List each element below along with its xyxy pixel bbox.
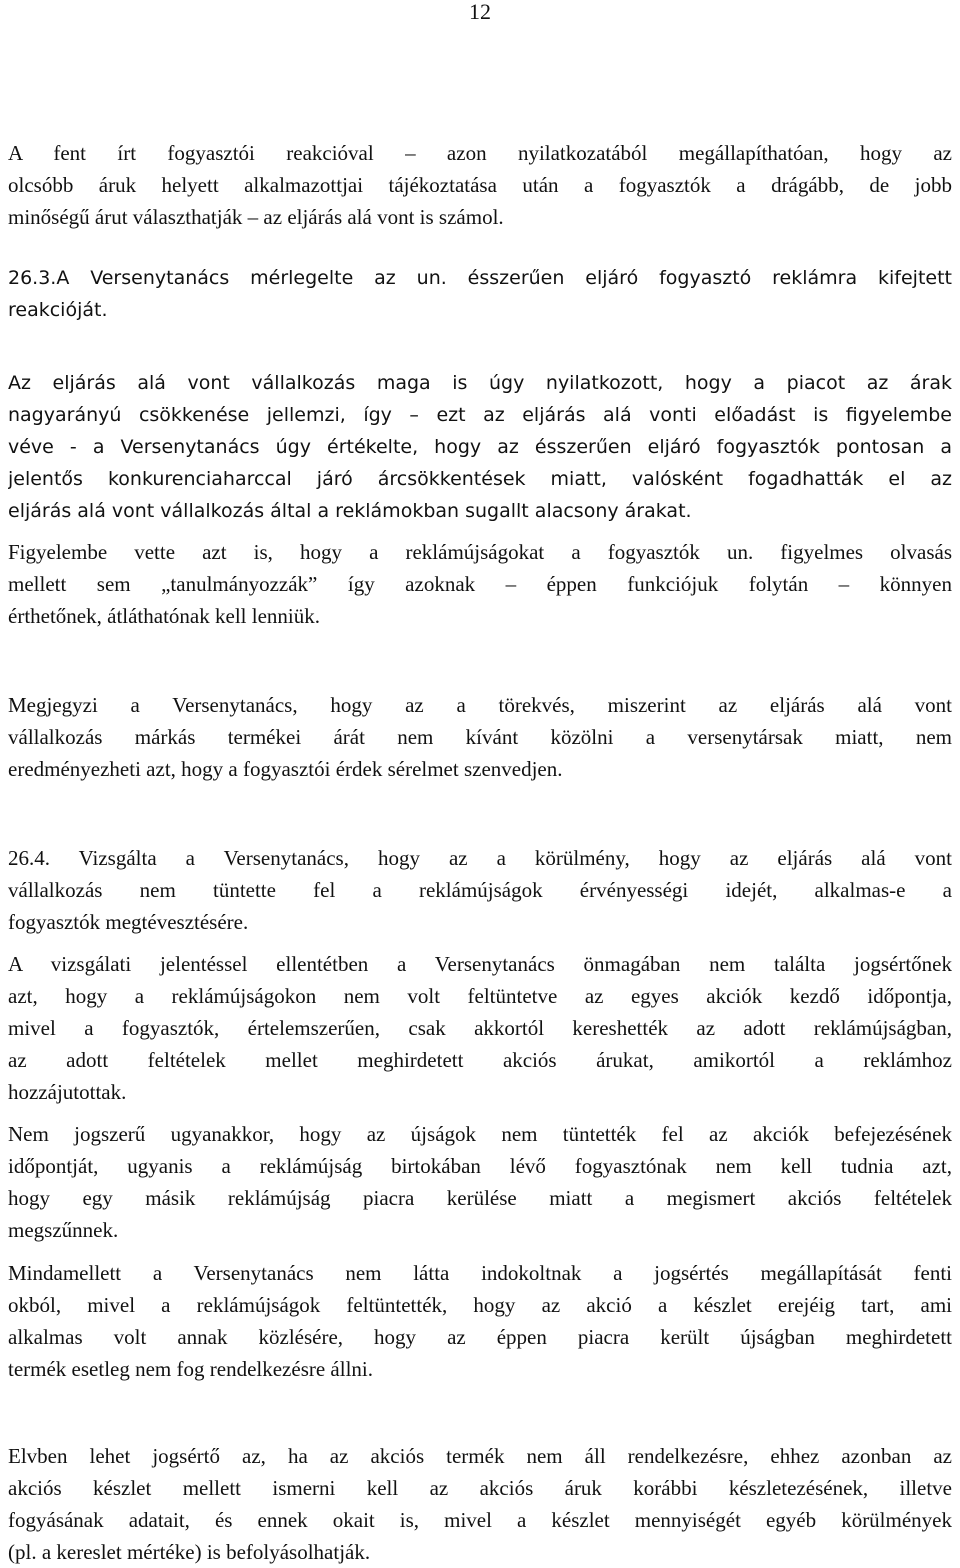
paragraph-8: [8, 1118, 952, 1246]
text-line: A vizsgálati jelentéssel ellentétben a Versenytanács önmagában nem találta jogsértőnek: [8, 952, 952, 976]
text-line: Figyelembe vette azt is, hogy a reklámújságokat a fogyasztók un. figyelmes olvasás: [8, 540, 952, 564]
paragraph-5: [8, 689, 952, 785]
paragraph-4: [8, 536, 952, 632]
text-line: hozzájutottak.: [8, 1080, 127, 1104]
text-line: reakcióját.: [8, 299, 108, 321]
text-line: termék esetleg nem fog rendelkezésre állni.: [8, 1357, 373, 1381]
text-line: olcsóbb áruk helyett alkalmazottjai tájékoztatása után a fogyasztók a drágább, de jobb: [8, 173, 952, 197]
text-line: Nem jogszerű ugyanakkor, hogy az újságok nem tüntették fel az akciók befejezésének: [8, 1122, 952, 1146]
text-line: időpontját, ugyanis a reklámújság birtokában lévő fogyasztónak nem kell tudnia azt,: [8, 1154, 952, 1178]
page-number: 12: [469, 0, 491, 24]
text-line: fogyasztók megtévesztésére.: [8, 910, 249, 934]
text-line: azt, hogy a reklámújságokon nem volt feltüntetve az egyes akciók kezdő időpontja,: [8, 984, 952, 1008]
paragraph-10: [8, 1440, 952, 1568]
text-line: érthetőnek, átláthatónak kell lenniük.: [8, 604, 320, 628]
text-line: 26.4. Vizsgálta a Versenytanács, hogy az a körülmény, hogy az eljárás alá vont: [8, 846, 952, 870]
text-line: eredményezheti azt, hogy a fogyasztói érdek sérelmet szenvedjen.: [8, 757, 563, 781]
text-line: véve - a Versenytanács úgy értékelte, hogy az ésszerűen eljáró fogyasztók pontosan a: [8, 436, 952, 458]
text-line: A fent írt fogyasztói reakcióval – azon nyilatkozatából megállapíthatóan, hogy az: [8, 141, 952, 165]
text-line: nagyarányú csökkenése jellemzi, így – ezt az eljárás alá vonti előadást is figyelembe: [8, 404, 952, 426]
paragraph-7: [8, 948, 952, 1108]
text-line: mellett sem „tanulmányozzák” így azoknak – éppen funkciójuk folytán – könnyen: [8, 572, 952, 596]
text-line: jelentős konkurenciaharccal járó árcsökkentések miatt, valósként fogadhatták el az: [8, 468, 952, 490]
text-line: Elvben lehet jogsértő az, ha az akciós termék nem áll rendelkezésre, ehhez azonban az: [8, 1444, 952, 1468]
text-line: 26.3.A Versenytanács mérlegelte az un. ésszerűen eljáró fogyasztó reklámra kifejtett: [8, 267, 952, 289]
paragraph-6-section-26-4: [8, 842, 952, 938]
text-line: vállalkozás nem tüntette fel a reklámújságok érvényességi idejét, alkalmas-e a: [8, 878, 952, 902]
paragraph-1: [8, 137, 952, 233]
text-line: akciós készlet mellett ismerni kell az akciós áruk korábbi készletezésének, illetve: [8, 1476, 952, 1500]
text-line: minőségű árut választhatják – az eljárás alá vont is számol.: [8, 205, 504, 229]
paragraph-3: [8, 367, 952, 527]
text-line: hogy egy másik reklámújság piacra kerülése miatt a megismert akciós feltételek: [8, 1186, 952, 1210]
text-line: eljárás alá vont vállalkozás által a reklámokban sugallt alacsony árakat.: [8, 500, 692, 522]
text-line: okból, mivel a reklámújságok feltüntették, hogy az akció a készlet erejéig tart, ami: [8, 1293, 952, 1317]
text-line: az adott feltételek mellet meghirdetett akciós árukat, amikortól a reklámhoz: [8, 1048, 952, 1072]
text-line: fogyásának adatait, és ennek okait is, mivel a készlet mennyiségét egyéb körülmények: [8, 1508, 952, 1532]
text-line: (pl. a kereslet mértéke) is befolyásolhatják.: [8, 1540, 371, 1564]
text-line: Mindamellett a Versenytanács nem látta indokoltnak a jogsértés megállapítását fenti: [8, 1261, 952, 1285]
paragraph-9: [8, 1257, 952, 1385]
text-line: mivel a fogyasztók, értelemszerűen, csak akkortól kereshették az adott reklámújságban,: [8, 1016, 952, 1040]
paragraph-2-section-26-3: [8, 262, 952, 326]
text-line: Az eljárás alá vont vállalkozás maga is úgy nyilatkozott, hogy a piacot az árak: [8, 372, 952, 394]
text-line: Megjegyzi a Versenytanács, hogy az a törekvés, miszerint az eljárás alá vont: [8, 693, 952, 717]
text-line: vállalkozás márkás termékei árát nem kívánt közölni a versenytársak miatt, nem: [8, 725, 952, 749]
text-line: alkalmas volt annak közlésére, hogy az éppen piacra került újságban meghirdetett: [8, 1325, 952, 1349]
text-line: megszűnnek.: [8, 1218, 119, 1242]
